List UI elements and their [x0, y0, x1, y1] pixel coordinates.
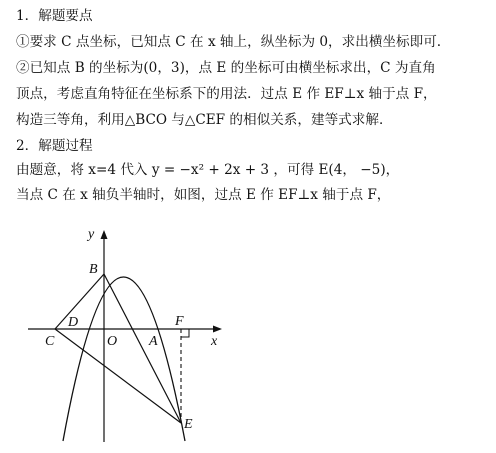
label-y: y — [88, 227, 95, 242]
right-angle-mark — [181, 329, 189, 337]
heading-solution-process: 2．解题过程 — [16, 138, 93, 154]
label-B: B — [89, 262, 98, 277]
point-2-text-line-1: ②已知点 B 的坐标为(0，3)，点 E 的坐标可由横坐标求出，C 为直角 — [16, 60, 436, 76]
point-2-text-line-2: 顶点，考虑直角特征在坐标系下的用法．过点 E 作 EF⊥x 轴于点 F， — [16, 86, 437, 102]
parabola — [63, 277, 185, 441]
label-x: x — [211, 334, 218, 349]
label-E: E — [184, 417, 193, 432]
point-2-text-line-3: 构造三等角，利用△BCO 与△CEF 的相似关系，建等式求解． — [16, 112, 393, 128]
solution-text-line-2: 当点 C 在 x 轴负半轴时，如图，过点 E 作 EF⊥x 轴于点 F， — [16, 187, 391, 203]
label-C: C — [45, 334, 55, 349]
label-A: A — [149, 334, 158, 349]
point-1-text: ①要求 C 点坐标，已知点 C 在 x 轴上，纵坐标为 0，求出横坐标即可. — [16, 34, 442, 50]
solution-text-line-1: 由题意，将 x=4 代入 y = −x² + 2x + 3 ，可得 E(4， −5)， — [16, 162, 400, 178]
label-O: O — [107, 334, 118, 349]
heading-key-points: 1．解题要点 — [16, 8, 93, 24]
y-axis-arrow — [101, 230, 108, 239]
x-axis-arrow — [213, 326, 222, 333]
segment-CB — [55, 274, 104, 329]
label-F: F — [175, 314, 184, 329]
label-D: D — [68, 315, 79, 330]
